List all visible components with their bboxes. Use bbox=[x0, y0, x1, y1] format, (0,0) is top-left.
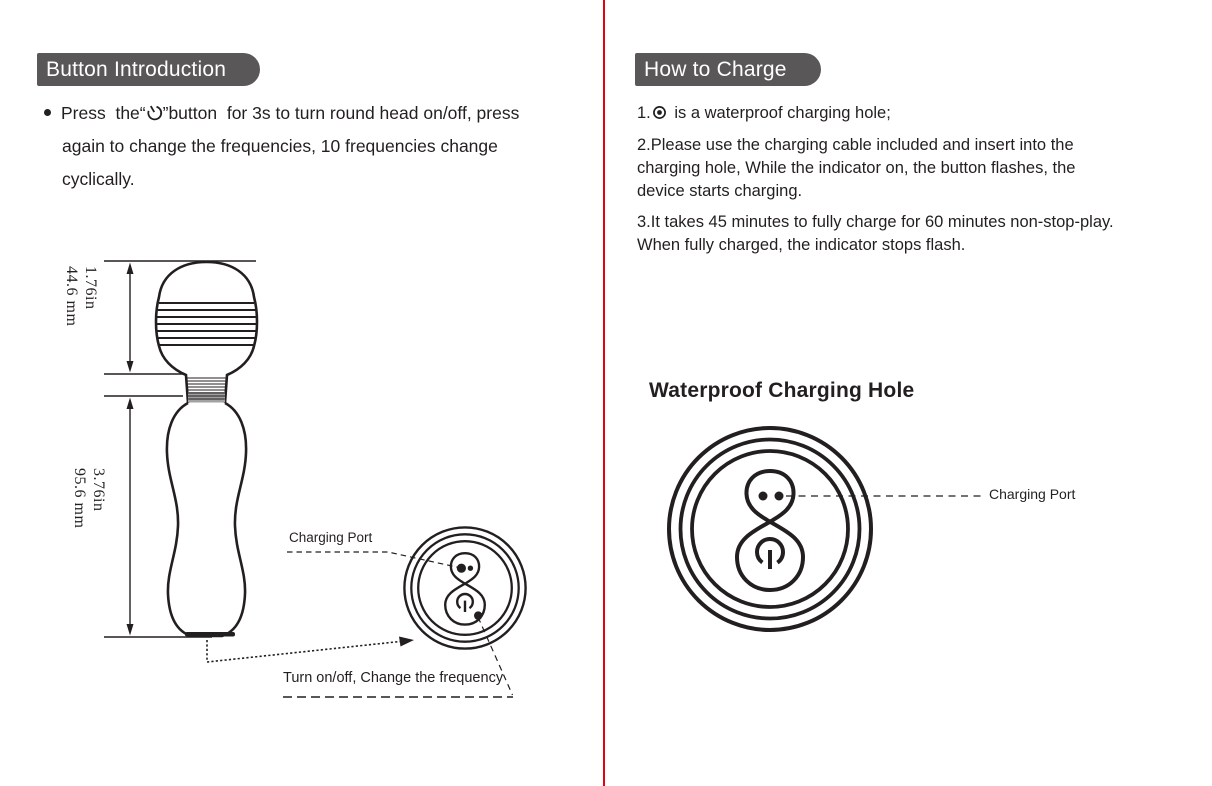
body-dimension-mm: 95.6 mm bbox=[71, 468, 88, 529]
charging-port-leader-line bbox=[287, 552, 461, 568]
charging-port-label: Charging Port bbox=[989, 486, 1076, 502]
charging-step-2-line-1: 2.Please use the charging cable included and insert into the bbox=[637, 136, 1074, 154]
charging-step-1 bbox=[637, 101, 1192, 125]
bullet-text-post: ”button for 3s to turn round head on/off, press bbox=[162, 103, 520, 123]
bullet-dot bbox=[44, 109, 51, 116]
device-body-outline bbox=[167, 403, 246, 636]
charging-port-anchor-dot bbox=[457, 564, 466, 573]
step1-text: is a waterproof charging hole; bbox=[669, 104, 891, 122]
body-dimension-label bbox=[70, 468, 108, 588]
section-header-how-to-charge: How to Charge bbox=[635, 53, 821, 86]
neck-ribs bbox=[186, 378, 226, 399]
head-dimension-label bbox=[62, 266, 100, 366]
neck-shading bbox=[188, 392, 225, 403]
device-diagram bbox=[40, 240, 580, 720]
head-dimension-mm: 44.6 mm bbox=[63, 266, 80, 327]
charging-steps bbox=[637, 101, 1192, 257]
pointer-arrowhead bbox=[399, 637, 414, 647]
waterproof-charging-hole-title: Waterproof Charging Hole bbox=[649, 379, 915, 402]
power-button-label: Turn on/off, Change the frequency bbox=[283, 670, 504, 686]
charging-port-label: Charging Port bbox=[289, 530, 373, 545]
head-ribs bbox=[157, 303, 256, 345]
charging-step-3-line-2: When fully charged, the indicator stops flash. bbox=[637, 236, 966, 254]
bullet-line-1 bbox=[44, 97, 589, 130]
charging-step-2-line-2: charging hole, While the indicator on, the button flashes, the bbox=[637, 159, 1076, 177]
base-to-detail-pointer bbox=[207, 640, 400, 662]
power-icon bbox=[146, 104, 163, 121]
device-head-outline bbox=[156, 262, 257, 403]
charging-step-3-line-1: 3.It takes 45 minutes to fully charge for 60 minutes non-stop-play. bbox=[637, 213, 1114, 231]
bullet-line-3: cyclically. bbox=[62, 169, 135, 189]
section-header-button-introduction: Button Introduction bbox=[37, 53, 260, 86]
charging-hole-diagram bbox=[630, 400, 1190, 660]
bottom-face-detail bbox=[404, 527, 525, 648]
head-dimension-inches: 1.76in bbox=[82, 266, 99, 310]
button-intro-paragraph bbox=[44, 97, 589, 196]
charging-hole-face bbox=[669, 428, 871, 630]
step1-number: 1. bbox=[637, 104, 651, 122]
body-dimension-inches: 3.76in bbox=[90, 468, 107, 512]
bullet-text-pre: Press the“ bbox=[61, 103, 146, 123]
bullet-line-2: again to change the frequencies, 10 frequencies change bbox=[62, 136, 498, 156]
center-divider-line bbox=[603, 0, 605, 786]
device-base bbox=[185, 632, 235, 637]
fisheye-icon bbox=[652, 105, 667, 120]
charging-step-2-line-3: device starts charging. bbox=[637, 182, 803, 200]
